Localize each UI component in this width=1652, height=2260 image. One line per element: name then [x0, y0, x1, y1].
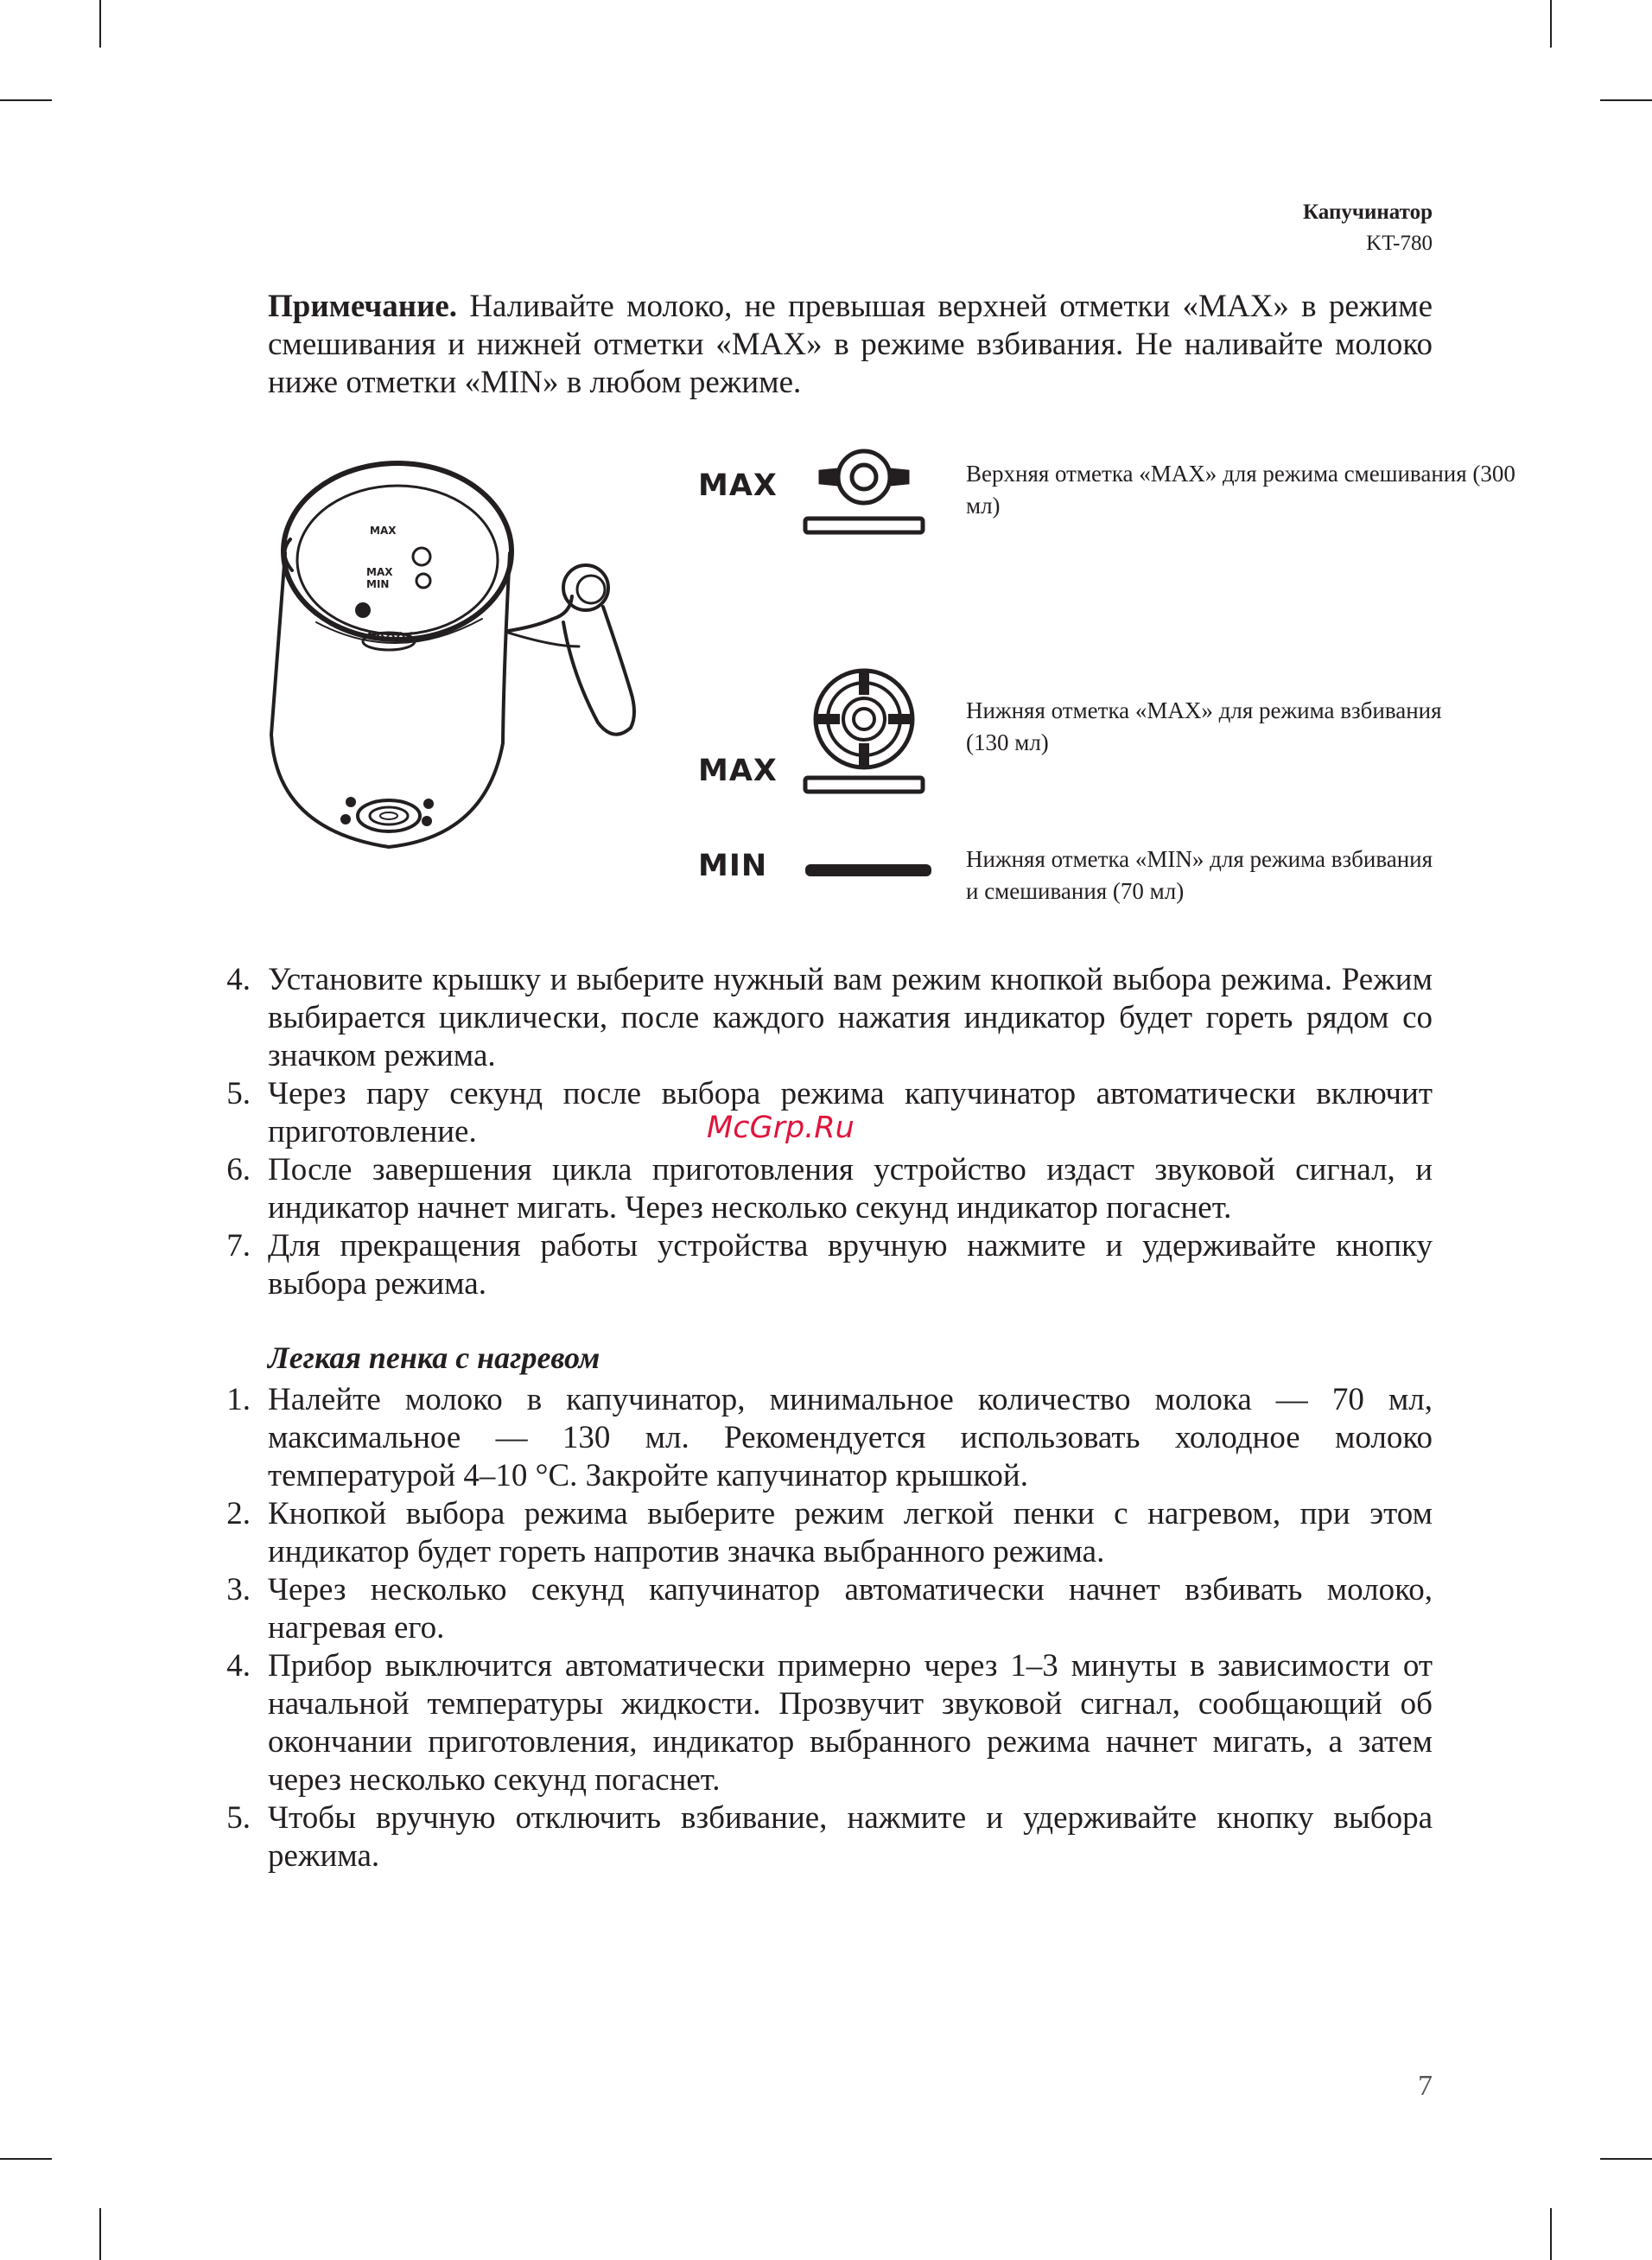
- page-number: 7: [1418, 2070, 1433, 2102]
- jug-max-mark: MAX: [370, 525, 397, 537]
- note-label: Примечание.: [268, 289, 458, 324]
- mark-label-max-upper: MAX: [698, 468, 778, 503]
- list-item: 7. Для прекращения работы устройства вручную нажмите и удерживайте кнопку выбора режима.: [226, 1228, 1433, 1302]
- crop-mark: [1600, 2158, 1652, 2160]
- list-item: 4. Установите крышку и выберите нужный вам режим кнопкой выбора режима. Режим выбирается циклически, после каждого нажатия индикатор будет гореть рядом со значком режима.: [226, 962, 1433, 1073]
- list-item: 6. После завершения цикла приготовления устройство издаст звуковой сигнал, и индикатор начнет мигать. Через несколько секунд индикатор погаснет.: [226, 1152, 1433, 1225]
- jug-max-min-mark: MAX: [366, 566, 393, 578]
- list-item: 5. Чтобы вручную отключить взбивание, нажмите и удерживайте кнопку выбора режима.: [226, 1800, 1433, 1874]
- mark-desc-max-lower: Нижняя отметка «MAX» для режима взбивания (130 мл): [966, 697, 1442, 755]
- header-product: Капучинатор: [1303, 201, 1433, 224]
- header-model: KT-780: [1366, 232, 1433, 255]
- crop-mark: [1550, 0, 1552, 48]
- crop-mark: [99, 2208, 101, 2260]
- crop-mark: [99, 0, 101, 48]
- watermark: McGrp.Ru: [707, 1111, 855, 1145]
- mark-desc-min: Нижняя отметка «MIN» для режима взбивания и смешивания (70 мл): [966, 846, 1433, 904]
- mark-label-min: MIN: [698, 849, 768, 883]
- crop-mark: [1600, 99, 1652, 101]
- steps-list-b: [216, 1381, 1433, 1875]
- list-item: 5. Через пару секунд после выбора режима капучинатор автоматически включит приготовление.: [226, 1076, 1433, 1149]
- min-level-bar: [805, 864, 931, 876]
- crop-mark: [1550, 2208, 1552, 2260]
- whisk-mix-icon: [795, 432, 933, 553]
- list-item: 2. Кнопкой выбора режима выберите режим легкой пенки с нагревом, при этом индикатор будет гореть напротив значка выбранного режима.: [226, 1496, 1433, 1569]
- crop-mark: [0, 2158, 52, 2160]
- milk-frother-illustration: [259, 449, 674, 864]
- section-title: Легкая пенка с нагревом: [268, 1340, 600, 1375]
- level-marks-figure: [259, 432, 1521, 916]
- whisk-froth-icon: [795, 662, 933, 800]
- jug-min-mark: MIN: [366, 578, 390, 590]
- note-paragraph: [268, 288, 1433, 402]
- mark-desc-max-upper: Верхняя отметка «MAX» для режима смешивания (300 мл): [966, 461, 1515, 519]
- note-text: Наливайте молоко, не превышая верхней отметки «MAX» в режиме смешивания и нижней отметки «MAX» в режиме взбивания. Не наливайте молоко ниже отметки «MIN» в любом режиме.: [268, 289, 1433, 400]
- list-item: 4. Прибор выключится автоматически примерно через 1–3 минуты в зависимости от начальной температуры жидкости. Прозвучит звуковой сигнал, сообщающий об окончании приготовления, индикатор выбранного режима начнет мигать, а затем через несколько секунд погаснет.: [226, 1648, 1433, 1798]
- mark-label-max-lower: MAX: [698, 754, 778, 788]
- list-item: 1. Налейте молоко в капучинатор, минимальное количество молока — 70 мл, максимальное — 130 мл. Рекомендуется использовать холодное молоко температурой 4–10 °С. Закройте капучинатор крышкой.: [226, 1382, 1433, 1493]
- running-header: [1303, 197, 1433, 259]
- list-item: 3. Через несколько секунд капучинатор автоматически начнет взбивать молоко, нагревая его.: [226, 1572, 1433, 1646]
- crop-mark: [0, 99, 52, 101]
